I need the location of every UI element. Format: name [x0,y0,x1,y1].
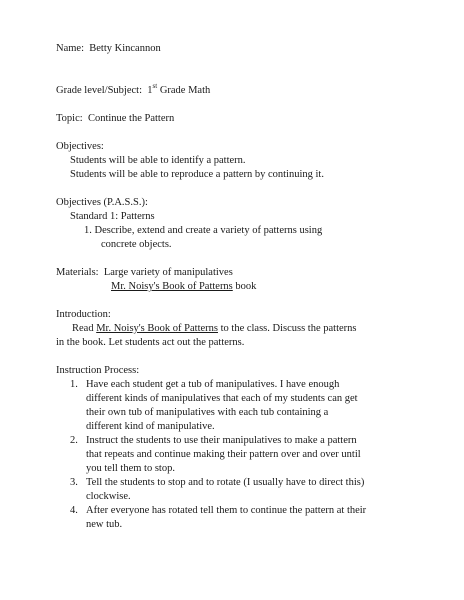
topic-value: Continue the Pattern [87,113,175,124]
objectives-heading: Objectives: [56,141,104,152]
grade-label: Grade level/Subject: [56,85,143,96]
step-line: new tub. [86,519,123,530]
materials-book-suffix: book [232,281,257,292]
name-label: Name: [56,43,84,54]
intro-pre: Read [72,323,97,334]
materials-label: Materials: [56,267,99,278]
grade-line [56,81,211,98]
intro-line: in the book. Let students act out the patterns. [56,337,245,348]
step-line: After everyone has rotated tell them to continue the pattern at their [86,505,367,516]
intro-line [72,322,357,336]
step-number: 1. [70,379,78,390]
name-line [56,42,161,56]
step-number: 2. [70,435,78,446]
name-value: Betty Kincannon [89,43,161,54]
grade-suffix: st [152,81,158,90]
standard-item-line: concrete objects. [101,239,172,250]
objective-item: Students will be able to reproduce a pattern by continuing it. [70,169,324,180]
instruction-heading: Instruction Process: [56,365,140,376]
step-line: Tell the students to stop and to rotate (I usually have to direct this) [86,477,365,488]
step-line: clockwise. [86,491,131,502]
pass-heading: Objectives (P.A.S.S.): [56,197,148,208]
materials-book-line [111,280,256,294]
step-line: you tell them to stop. [86,463,175,474]
grade-number: 1 [147,85,153,96]
step-line: that repeats and continue making their pattern over and over until [86,449,361,460]
standard-item-line: 1. Describe, extend and create a variety of patterns using [84,225,323,236]
step-line: different kinds of manipulatives that each of my students can get [86,393,358,404]
standard-line: Standard 1: Patterns [70,211,155,222]
step-line: Instruct the students to use their manipulatives to make a pattern [86,435,357,446]
book-title: Mr. Noisy's Book of Patterns [96,323,218,334]
book-title: Mr. Noisy's Book of Patterns [111,281,233,292]
step-number: 4. [70,505,78,516]
topic-label: Topic: [56,113,83,124]
materials-item: Large variety of manipulatives [103,267,233,278]
grade-subject: Grade Math [159,85,211,96]
intro-post: to the class. Discuss the patterns [217,323,357,334]
step-line: their own tub of manipulatives with each tub containing a [86,407,329,418]
step-number: 3. [70,477,78,488]
topic-line [56,112,174,126]
objective-item: Students will be able to identify a pattern. [70,155,246,166]
step-line: different kind of manipulative. [86,421,215,432]
intro-heading: Introduction: [56,309,111,320]
materials-line [56,266,233,280]
step-line: Have each student get a tub of manipulatives. I have enough [86,379,340,390]
